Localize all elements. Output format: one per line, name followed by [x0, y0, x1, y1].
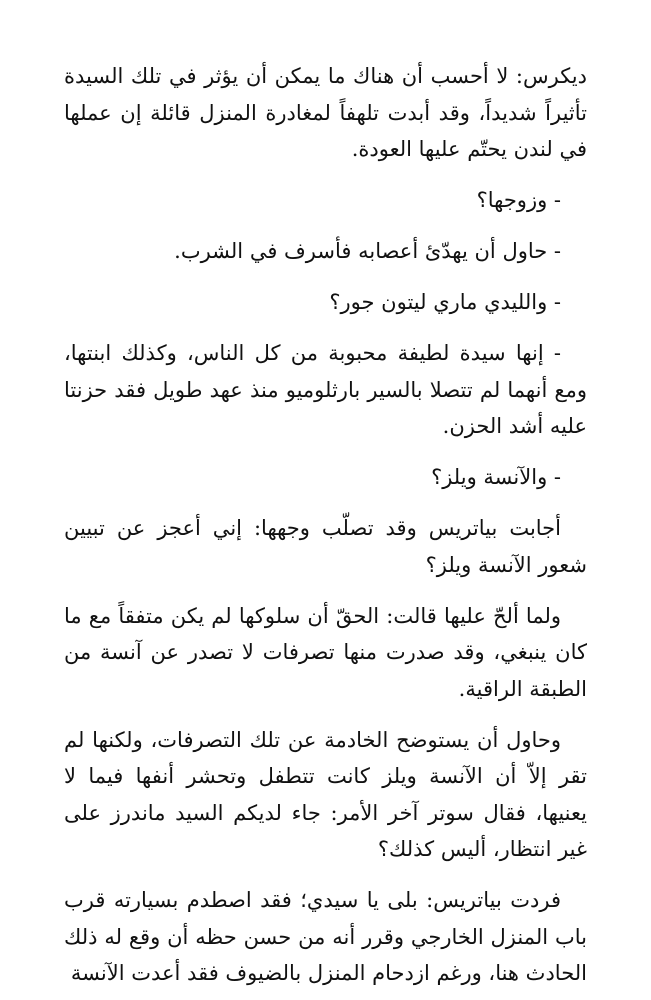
paragraph-beatrice-insists: ولما ألحّ عليها قالت: الحقّ أن سلوكها لم يكن متفقاً مع ما كان ينبغي، وقد صدرت منها تصرفات لا تصدر عن آنسة من الطبقة الراقية.	[64, 603, 587, 701]
paragraph-husband-question: - وزوجها؟	[476, 188, 561, 212]
paragraph-miss-wills-question: - والآنسة ويلز؟	[431, 465, 561, 489]
paragraph-beatrice-reply: أجابت بياتريس وقد تصلّب وجهها: إني أعجز عن تبيين شعور الآنسة ويلز؟	[64, 516, 587, 577]
paragraph-lady-mary-question: - والليدي ماري ليتون جور؟	[329, 290, 561, 314]
paragraph-husband-answer: - حاول أن يهدّئ أعصابه فأسرف في الشرب.	[174, 239, 561, 263]
paragraph-lady-mary-answer: - إنها سيدة لطيفة محبوبة من كل الناس، وكذلك ابنتها، ومع أنهما لم تتصلا بالسير بارثلوميو منذ عهد طويل فقد حزنتا عليه أشد الحزن.	[64, 341, 587, 438]
paragraph-satterthwaite-asks: وحاول أن يستوضح الخادمة عن تلك التصرفات، ولكنها لم تقر إلاّ أن الآنسة ويلز كانت تتطفل وتحشر أنفها فيما لا يعنيها، فقال سوتر آخر الأمر: جاء لديكم السيد ماندرز على غير انتظار، أليس كذلك؟	[64, 727, 587, 861]
paragraph-deckers-answer: ديكرس: لا أحسب أن هناك ما يمكن أن يؤثر في تلك السيدة تأثيراً شديداً، وقد أبدت تلهفاً لمغادرة المنزل قائلة إن عملها في لندن يحتّم عليها العودة.	[64, 64, 587, 161]
paragraph-beatrice-manders: فردت بياتريس: بلى يا سيدي؛ فقد اصطدم بسيارته قرب باب المنزل الخارجي وقرر أنه من حسن حظه أن وقع له ذلك الحادث هنا، ورغم ازدحام المنزل بالضيوف فقد أعدت الآنسة	[64, 888, 587, 985]
